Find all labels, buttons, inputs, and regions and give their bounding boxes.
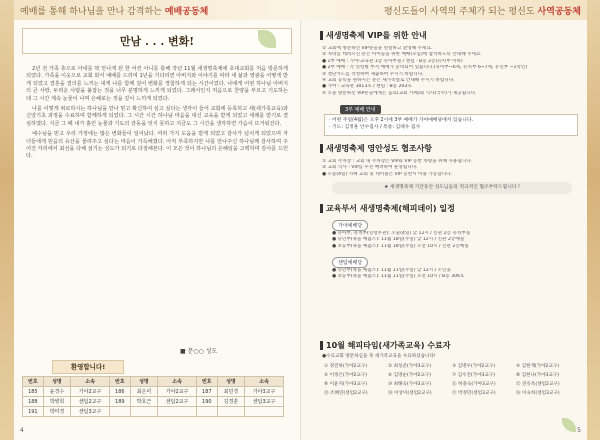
list-item: ③ 김병우(가야2교구): [452, 364, 496, 369]
testimony-paragraph: 나를 이렇게 위로하시는 하나님을 만나 믿고 확신하여 싶고 싶다는 생각이 들어 교회에 등록하고 새(새가족교육)과 신앙기초 과정을 수료하며 함께하게 되었다. 그 시간 시간 하나님 마음을 대신 교육을 받게 되었고 세례를 받기로 결심하였다. 지금 그 때 내가 흘린 눈물과 기도의 감동을 잊지 못하고 지금도 그 시간을 생각하면 가슴이 뜨거워진다.: [26, 106, 288, 127]
table-cell: [109, 407, 130, 417]
testimony-body: [26, 66, 288, 164]
list-item: ② 자녀를 데려오신 분은 아이들을 위한 예배(모임)에 참석하도록 안내해 주세요.: [322, 52, 482, 58]
list-item: ● 유년부(목을 예흡스): 11월 11일(주일) 낮 12시 / 소인홀: [332, 268, 451, 273]
list-item: ① 교회에 방문하신 VIP분들을 친절하고 환영해 주세요.: [322, 46, 433, 51]
testimony-paragraph: 2년 전 가족 휴으로 아내를 꽉 만나게 된 한 어린 아니를 통해 작년 11월 새생명축제에 초대교회를 처음 방문하게 되었다. 가족을 이웃으로 교회 와서 예배를 드리며 1년을 기다리면 아버지와 이야기를 따라 새 삶과 영광을 어떻게 받게 되었고 결혼을 결의를 느끼는 내게 나를 함께 걸어 변화를 경험하게 되는 시간이었다. 나에게 어떤 하나님 아버지의 큰 사랑, 두려운 사람을 붙잡는 것을 너무 분명하게 느끼게 되었다. 그래서인지 처음으로 찬양을 부르고 기도하는데 그 시간 계속 눈물이 나며 은혜로는 것을 깊이 느끼게 되었다.: [26, 66, 288, 102]
table-cell: 센텀3교구: [71, 407, 110, 417]
graduates-intro: ●수료교회 방문하심을 축 새가족교육을 수료하셨습니다!: [322, 354, 436, 359]
right-decorative-strip: [587, 0, 600, 440]
list-item: ● 유아부, 유치부(연령무관): 오늘(4일) 낮 12시 / 신관 2층 유치부실: [332, 231, 471, 236]
welcome-header-cell: 번호: [196, 377, 217, 387]
list-item: ⑤ 오늘 방문하신 VIP분들에게는 음료(교회 카페)와 식사(국수)가 제공됩니다.: [322, 90, 477, 96]
left-ribbon-highlight: 예배공동체: [164, 6, 209, 17]
table-cell: [130, 407, 158, 417]
testimony-signature: ■ 문○○ 성도: [180, 348, 218, 355]
list-item: ● 초등부(목을 예흡스): 11월 18일(주일) 오전 10시 / 신관 2층예실: [332, 243, 469, 249]
centum-schedule-list: [332, 268, 578, 281]
note-line: · 기도: 김정훈 안수집사 / 특송: 김태우 집사: [329, 125, 421, 130]
testimony-title: 만남 . . . 변화!: [119, 35, 195, 48]
section-bar-icon: [320, 31, 323, 40]
list-item: ⑥ 김영순(가야2교구): [388, 373, 432, 378]
section-title: 새생명축제 VIP를 위한 안내: [326, 31, 427, 40]
table-cell: 센텀3교구: [245, 397, 284, 407]
welcome-header-cell: 성명: [43, 377, 71, 387]
table-cell: [196, 407, 217, 417]
list-item: ⑦ 김수진(가야3교구): [452, 373, 496, 378]
welcome-header-cell: 성명: [217, 377, 245, 387]
centum-pill: 센텀예배당: [332, 257, 368, 268]
table-cell: 가야3교구: [245, 387, 284, 397]
right-header-ribbon: [295, 0, 587, 20]
welcome-table: [22, 376, 284, 417]
third-service-tag: 3부 예배 안내: [340, 105, 381, 114]
table-cell: 박호근: [130, 397, 158, 407]
list-item: ⑪ 허종숙(가야3교구): [452, 382, 496, 387]
table-cell: 가야2교구: [158, 387, 197, 397]
table-cell: 최은미: [130, 387, 158, 397]
list-item: ● 1부 예배 : 가야·교육관 1층 유아부실 / 센텀 · B동 2층(유치부 이하): [322, 58, 463, 64]
table-cell: 가야2교구: [71, 387, 110, 397]
table-cell: 김경훈: [217, 397, 245, 407]
list-item: ● 2부 예배 : 각 연령별 부서 예배가 준비되어 있습니다.(유아부~6세, 유치부 6~7세, 유년부 ~1학년): [322, 65, 528, 71]
table-cell: [217, 407, 245, 417]
table-cell: 191: [23, 407, 44, 417]
welcome-header-cell: 소속: [158, 377, 197, 387]
list-item: ② 최성준(가야3교구): [388, 364, 432, 369]
welcome-title: 환영합니다!: [52, 360, 124, 374]
section-bar-icon: [320, 144, 323, 153]
cooperation-list: [322, 159, 582, 178]
vip-guide-list: [322, 46, 582, 97]
list-item: ⑬ 조혜연(센텀2교구): [324, 391, 368, 396]
left-header-ribbon: [14, 0, 306, 20]
welcome-header-cell: 번호: [109, 377, 130, 387]
table-row: [23, 407, 284, 417]
table-cell: [158, 407, 197, 417]
cooperation-callout: ★ 새생명축제 기간동안 성도님들의 적극적인 협조부탁드립니다 !: [332, 182, 572, 194]
list-item: ⑮ 박경민(센텀3교구): [452, 391, 496, 396]
third-service-note: [324, 114, 578, 136]
testimony-paragraph: 예수님을 믿고 우리 가정에는 많은 변화들이 일어났다. 여러 가지 도움을 받게 되었고 감사가 넘치게 되었으며 자녀들에게 믿음의 유산을 물려주고 싶다는 마음이 가득해졌다. 아직 부족하지만 나를 만나주신 하나님께 감사하며 주어진 자리에서 최선을 다해 섬기는 성도가 되기로 다짐해본다. 이 모든 것이 하나님의 은혜임을 고백하며 감사를 드린다.: [26, 131, 288, 160]
right-ribbon-highlight: 사역공동체: [537, 6, 581, 17]
table-cell: 186: [109, 387, 130, 397]
list-item: ⑫ 전유옥(센텀2교구): [516, 382, 560, 387]
welcome-header-cell: 성명: [130, 377, 158, 387]
list-item: ⑭ 이상미(센텀2교구): [388, 391, 432, 396]
section-title: 교육부서 새생명축제(해피데이) 일정: [326, 204, 455, 213]
welcome-header-cell: 소속: [71, 377, 110, 387]
table-cell: 박병희: [43, 397, 71, 407]
table-cell: 188: [23, 397, 44, 407]
table-cell: 윤경수: [43, 387, 71, 397]
table-cell: 최민경: [217, 387, 245, 397]
section-bar-icon: [320, 204, 323, 213]
welcome-header-row: [23, 377, 284, 387]
list-item: ● 가야 : 교육관 3013호 / 센텀 : B동 203호: [322, 84, 412, 90]
list-item: ⑧ 김현나(가야3교구): [516, 373, 560, 378]
welcome-header-cell: 번호: [23, 377, 44, 387]
table-cell: 박미경: [43, 407, 71, 417]
section-title: 10월 해피타임(새가족교육) 수료자: [326, 341, 451, 350]
section-bar-icon: [320, 341, 323, 350]
note-line: · 어떤 주일(4월)은 오후 2시에 3부 예배가 가야예배당에서 있습니다.: [329, 118, 473, 123]
section-graduates: [320, 340, 450, 351]
gaya-schedule-list: [332, 231, 578, 250]
graduates-grid: [324, 363, 580, 396]
list-item: ● 초등부(목을 예흡스): 11월 11일(주일) 오전 10시 / B동 306호: [332, 274, 465, 280]
section-education-schedule: [320, 203, 455, 214]
table-cell: 187: [196, 387, 217, 397]
table-row: [23, 387, 284, 397]
section-vip-guide: [320, 30, 427, 41]
left-decorative-strip: [0, 0, 14, 440]
list-item: ⑤ 이정은(가야2교구): [324, 373, 368, 378]
list-item: ④ 김현재(가야2교구): [516, 364, 560, 369]
testimony-title-box: [22, 28, 292, 54]
list-item: ② 교회 식사 : VIP를 우선 배려하여 운영됩니다.: [322, 165, 418, 171]
list-item: ⑩ 최해숙(가야3교구): [388, 382, 432, 387]
section-member-cooperation: [320, 143, 432, 154]
left-page-number: 4: [20, 427, 24, 434]
table-cell: 189: [109, 397, 130, 407]
table-row: [23, 397, 284, 407]
list-item: ⑨ 이윤지(가야3교구): [324, 382, 368, 387]
table-cell: 190: [196, 397, 217, 407]
gaya-pill: 가야예배당: [332, 220, 368, 231]
list-item: ④ 교회 등록을 원하시는 분은 새가족실로 안내해 주시기 바랍니다.: [322, 78, 455, 84]
list-item: ● 오늘(4일) 카페 교회 및 테이블은 VIP 동반시 이용 가능합니다.: [322, 171, 453, 177]
section-title: 새생명축제 영안성도 협조사항: [326, 144, 433, 153]
list-item: ● 유년부(목을 예흡스): 11월 18일(주일) 낮 12시 / 신관 2층예실: [332, 237, 465, 243]
right-page-number: 5: [577, 427, 581, 434]
table-cell: [245, 407, 284, 417]
list-item: ① 정진하(가야2교구): [324, 364, 368, 369]
left-ribbon-text: 예배를 통해 하나님을 만나 감격하는: [20, 6, 162, 17]
list-item: ③ 결단카드를 작성하여 제출하여 주시기 바랍니다.: [322, 71, 424, 77]
table-cell: 센텀2교구: [71, 397, 110, 407]
welcome-header-cell: 소속: [245, 377, 284, 387]
table-cell: 센텀2교구: [158, 397, 197, 407]
right-ribbon-text: 평신도들이 사역의 주체가 되는 평신도: [383, 6, 535, 17]
list-item: ① 교회 주차장 : 교회 내 주차장은 VIP와 VIP 동반 차량을 위해 사용됩니다.: [322, 159, 473, 164]
list-item: ⑯ 이숙희(센텀3교구): [516, 391, 560, 396]
table-cell: 185: [23, 387, 44, 397]
